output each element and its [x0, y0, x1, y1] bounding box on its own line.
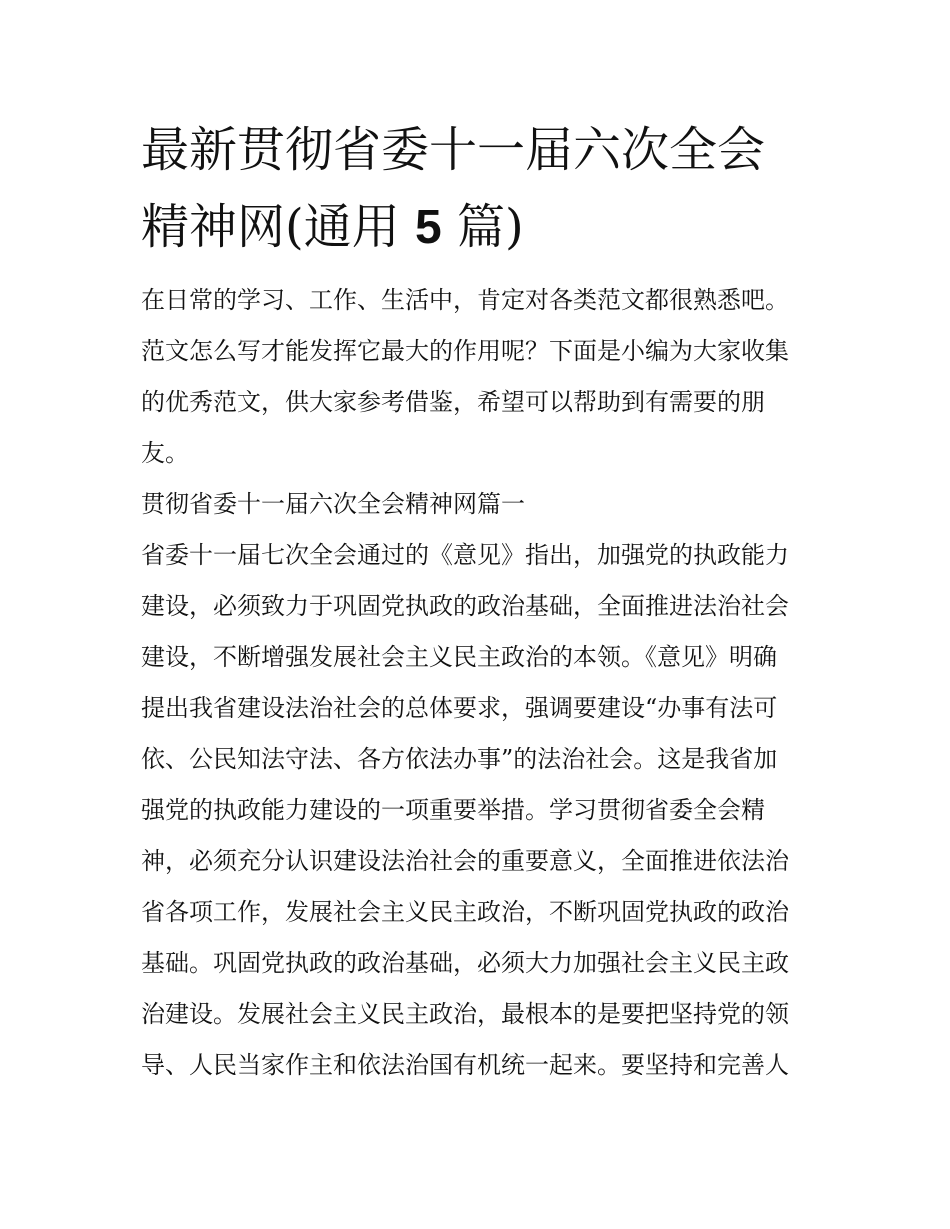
body-line: 导、人民当家作主和依法治国有机统一起来。要坚持和完善人 [141, 1051, 789, 1079]
body-line: 依、公民知法守法、各方依法办事”的法治社会。这是我省加 [141, 745, 778, 773]
body-line: 基础。巩固党执政的政治基础，必须大力加强社会主义民主政 [141, 949, 789, 977]
title-line-2-text: 精神网(通用 [141, 199, 400, 255]
body-line: 在日常的学习、工作、生活中，肯定对各类范文都很熟悉吧。 [141, 286, 789, 314]
title-line-2-end: 篇) [456, 199, 524, 255]
body-line: 治建设。发展社会主义民主政治，最根本的是要把坚持党的领 [141, 1000, 789, 1028]
document-body [141, 275, 831, 1091]
title-number: 5 [415, 201, 442, 254]
body-line: 友。 [141, 439, 189, 467]
title-line-1: 最新贯彻省委十一届六次全会 [141, 122, 766, 178]
section-heading: 贯彻省委十一届六次全会精神网篇一 [141, 490, 525, 518]
body-line: 省各项工作，发展社会主义民主政治，不断巩固党执政的政治 [141, 898, 789, 926]
body-line: 建设，不断增强发展社会主义民主政治的本领。《意见》明确 [141, 643, 777, 671]
body-line: 建设，必须致力于巩固党执政的政治基础，全面推进法治社会 [141, 592, 789, 620]
body-line: 省委十一届七次全会通过的《意见》指出，加强党的执政能力 [141, 541, 789, 569]
body-line: 神，必须充分认识建设法治社会的重要意义，全面推进依法治 [141, 847, 789, 875]
body-line: 范文怎么写才能发挥它最大的作用呢？下面是小编为大家收集 [141, 337, 789, 365]
body-line: 的优秀范文，供大家参考借鉴，希望可以帮助到有需要的朋 [141, 388, 765, 416]
body-line: 强党的执政能力建设的一项重要举措。学习贯彻省委全会精 [141, 796, 765, 824]
title-line-2 [141, 189, 831, 266]
document-title [141, 112, 831, 266]
body-line: 提出我省建设法治社会的总体要求，强调要建设“办事有法可 [141, 694, 778, 722]
